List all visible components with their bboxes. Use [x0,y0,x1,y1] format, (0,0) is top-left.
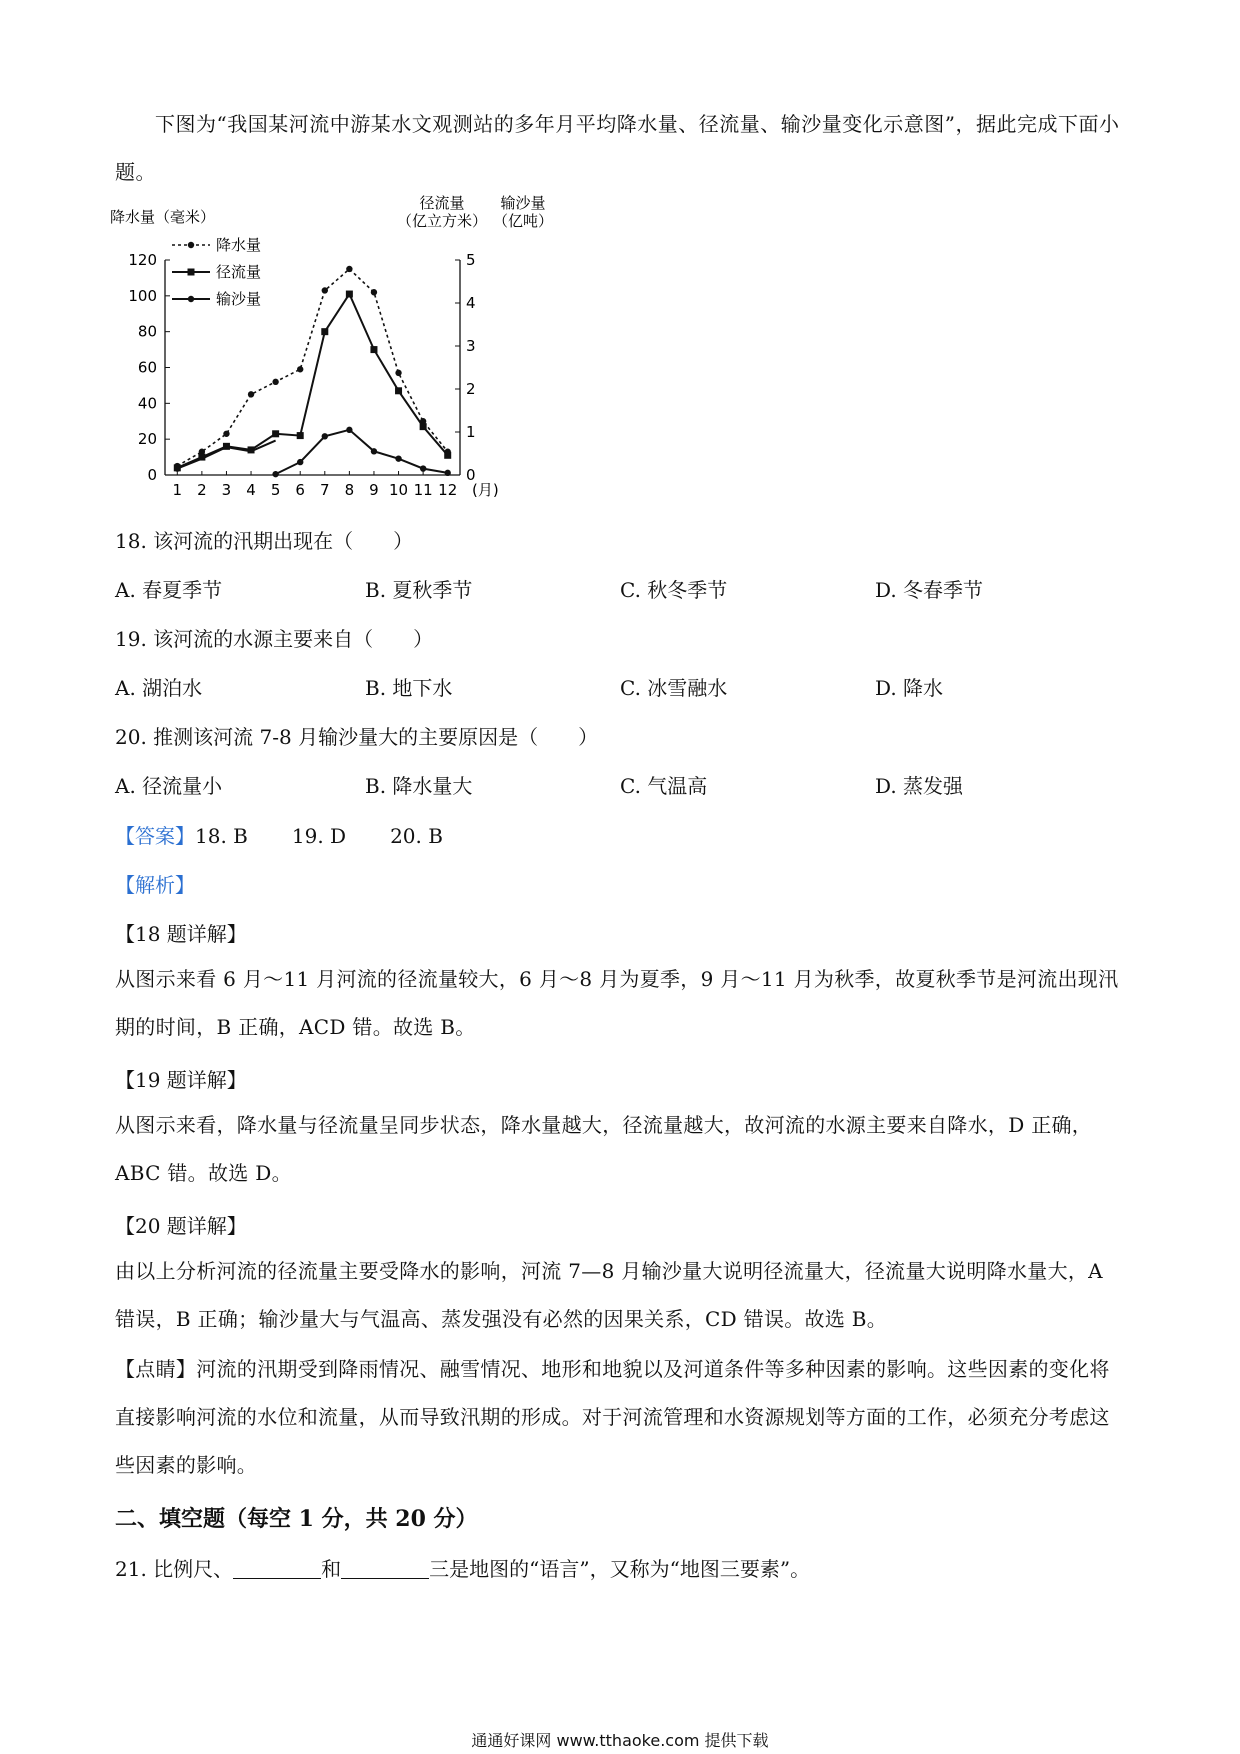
sediment-point [420,465,426,471]
x-tick-label: 1 [172,481,183,499]
x-tick-label: 6 [295,481,305,499]
hydrology-chart [110,194,590,510]
answer-label: 【答案】 [115,824,195,848]
left-tick-label: 60 [137,358,157,377]
x-tick-label: 4 [246,481,256,499]
q21-blank-2[interactable] [341,1558,429,1579]
q20-option-d: D. 蒸发强 [875,774,964,798]
q18-option-b: B. 夏秋季节 [365,578,473,602]
precipitation-point [346,266,352,272]
runoff-point [370,346,377,353]
right-tick-label: 0 [466,466,476,484]
sediment-point [297,459,303,465]
runoff-point [395,387,402,394]
question-20-stem: 20. 推测该河流 7-8 月输沙量大的主要原因是（ ） [115,725,599,749]
answer-19: 19. D [291,824,347,848]
x-tick-label: 5 [270,481,281,499]
runoff-point [297,432,304,439]
left-tick-label: 100 [128,286,157,305]
tip-label: 【点睛】 [115,1357,197,1381]
x-tick-label: 10 [388,481,409,499]
answer-18: 18. B [195,824,248,848]
answer-20: 20. B [390,824,443,848]
precipitation-point [297,366,303,372]
intro-paragraph: 下图为“我国某河流中游某水文观测站的多年月平均降水量、径流量、输沙量变化示意图”，据此完成下面小题。 [115,112,1120,184]
sediment-point [371,448,377,454]
q18-option-d: D. 冬春季节 [875,578,984,602]
page-footer: 通通好课网 www.tthaoke.com 提供下载 [471,1731,769,1750]
x-tick-label: 3 [221,481,232,499]
sediment-point [322,433,328,439]
runoff-point [420,423,427,430]
right-axis-label-sediment-2: （亿吨） [492,212,554,230]
legend-marker-0 [188,242,194,248]
x-tick-label: 2 [197,481,207,499]
x-tick-label: 11 [413,481,433,499]
sediment-point [346,427,352,433]
precipitation-point [395,370,401,376]
right-tick-label: 3 [466,337,476,355]
q21-prefix: 21. 比例尺、 [115,1557,234,1581]
chart-legend [172,236,261,308]
runoff-point [444,452,451,459]
right-tick-label: 1 [466,423,476,441]
right-tick-label: 5 [466,251,476,269]
q19-option-c: C. 冰雪融水 [620,676,728,700]
detail-19-heading: 【19 题详解】 [115,1068,247,1092]
detail-19-text: 从图示来看，降水量与径流量呈同步状态，降水量越大，径流量越大，故河流的水源主要来自降水，D 正确，ABC 错。故选 D。 [115,1113,1093,1185]
left-tick-label: 0 [147,466,157,484]
x-tick-label: 9 [369,481,379,499]
x-axis-unit: (月) [472,481,499,499]
legend-marker-1 [188,269,195,276]
right-axis-label-runoff-1: 径流量 [419,194,465,212]
q18-option-a: A. 春夏季节 [115,578,223,602]
legend-marker-2 [188,296,194,302]
q20-option-c: C. 气温高 [620,774,708,798]
q21-suffix: 三是地图的“语言”，又称为“地图三要素”。 [429,1557,811,1581]
right-tick-label: 2 [466,380,476,398]
q21-blank-1[interactable] [233,1558,321,1579]
right-axis-label-sediment-1: 输沙量 [500,194,546,212]
detail-18-text: 从图示来看 6 月～11 月河流的径流量较大，6 月～8 月为夏季，9 月～11 月为秋季，故夏秋季节是河流出现汛期的时间，B 正确，ACD 错。故选 B。 [115,967,1119,1039]
tip-text: 河流的汛期受到降雨情况、融雪情况、地形和地貌以及河道条件等多种因素的影响。这些因素的变化将直接影响河流的水位和流量，从而导致汛期的形成。对于河流管理和水资源规划等方面的工作，必须充分考虑这些因素的影响。 [115,1357,1110,1477]
runoff-point [321,328,328,335]
sediment-point [174,465,180,471]
answer-line [115,820,443,849]
runoff-point [272,430,279,437]
precipitation-point [248,391,254,397]
q19-option-b: B. 地下水 [365,676,453,700]
left-tick-label: 120 [128,251,157,269]
left-tick-label: 80 [137,322,157,341]
analysis-label: 【解析】 [115,873,195,897]
q19-option-d: D. 降水 [875,676,944,700]
legend-label-0: 降水量 [216,236,262,254]
question-18-stem: 18. 该河流的汛期出现在（ ） [115,529,414,553]
detail-20-text: 由以上分析河流的径流量主要受降水的影响，河流 7—8 月输沙量大说明径流量大，径流量大说明降水量大，A 错误，B 正确；输沙量大与气温高、蒸发强没有必然的因果关系，CD 错误。故选 B。 [115,1259,1103,1331]
q21-mid: 和 [321,1557,342,1581]
sediment-point [395,455,401,461]
x-tick-label: 7 [320,481,330,499]
detail-18-heading: 【18 题详解】 [115,922,247,946]
q18-option-c: C. 秋冬季节 [620,578,728,602]
precipitation-point [272,379,278,385]
q20-option-a: A. 径流量小 [115,774,223,798]
precipitation-point [322,287,328,293]
legend-label-1: 径流量 [216,263,262,281]
left-axis-label: 降水量（毫米） [110,208,216,226]
legend-label-2: 输沙量 [216,290,262,308]
section-title: 二、填空题（每空 1 分，共 20 分） [115,1506,478,1532]
precipitation-point [371,289,377,295]
sediment-point [445,470,451,476]
tip-paragraph [115,1345,1125,1489]
right-tick-label: 4 [466,294,476,312]
sediment-point [272,471,278,477]
left-tick-label: 20 [137,430,157,449]
runoff-point [346,291,353,298]
right-axis-label-runoff-2: （亿立方米） [396,212,488,230]
question-19-stem: 19. 该河流的水源主要来自（ ） [115,627,434,651]
precipitation-point [223,431,229,437]
left-tick-label: 40 [137,394,157,413]
detail-20-heading: 【20 题详解】 [115,1214,247,1238]
q19-option-a: A. 湖泊水 [115,676,203,700]
q20-option-b: B. 降水量大 [365,774,473,798]
x-tick-label: 8 [344,481,355,499]
runoff-line [177,294,447,468]
question-21 [115,1553,810,1582]
x-tick-label: 12 [438,481,458,499]
